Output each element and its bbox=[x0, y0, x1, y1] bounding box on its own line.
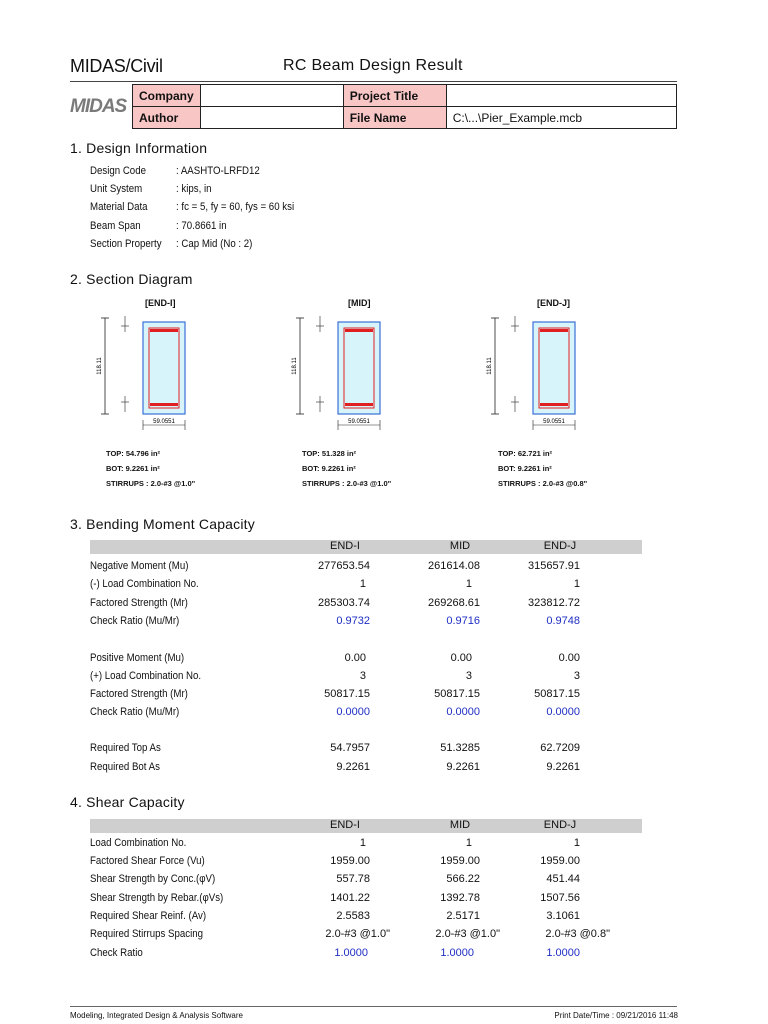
shear-title: 4. Shear Capacity bbox=[70, 794, 185, 810]
bending-cell: 50817.15 bbox=[534, 688, 580, 700]
svg-text:118.11: 118.11 bbox=[292, 357, 298, 375]
company-label: Company bbox=[133, 85, 201, 107]
bending-cell: 0.00 bbox=[558, 652, 580, 664]
shear-cell: 1.0000 bbox=[546, 947, 580, 959]
author-value bbox=[200, 107, 343, 129]
shear-col-end-i: END-I bbox=[330, 819, 360, 831]
material-data-value: : fc = 5, fy = 60, fys = 60 ksi bbox=[176, 201, 295, 213]
bending-cell: 1 bbox=[573, 578, 580, 590]
bending-row-label: (-) Load Combination No. bbox=[90, 578, 199, 590]
bending-cell: 0.9732 bbox=[336, 615, 370, 627]
bending-cell: 50817.15 bbox=[434, 688, 480, 700]
midas-logo: MIDAS bbox=[70, 95, 127, 117]
section-property-label: Section Property bbox=[90, 238, 162, 250]
footer-rule bbox=[70, 1006, 677, 1007]
shear-cell: 1507.56 bbox=[540, 892, 580, 904]
bending-cell: 261614.08 bbox=[428, 560, 480, 572]
section-end-j-top: TOP: 62.721 in² bbox=[498, 449, 553, 458]
section-mid-stirrups: STIRRUPS : 2.0-#3 @1.0" bbox=[302, 479, 392, 488]
unit-system-value: : kips, in bbox=[176, 183, 212, 195]
document-title: RC Beam Design Result bbox=[283, 57, 463, 74]
shear-col-mid: MID bbox=[449, 819, 471, 831]
section-end-j-label: [END-J] bbox=[537, 298, 570, 308]
bending-cell: 3 bbox=[359, 670, 366, 682]
shear-cell: 2.5583 bbox=[336, 910, 370, 922]
shear-cell: 1959.00 bbox=[440, 855, 480, 867]
footer-right: Print Date/Time : 09/21/2016 11:48 bbox=[554, 1011, 678, 1020]
unit-system-label: Unit System bbox=[90, 183, 143, 195]
bending-cell: 3 bbox=[573, 670, 580, 682]
beam-span-value: : 70.8661 in bbox=[176, 220, 227, 232]
shear-cell: 3.1061 bbox=[546, 910, 580, 922]
bending-col-end-i: END-I bbox=[330, 540, 360, 552]
bending-cell: 62.7209 bbox=[540, 742, 580, 754]
header-rule bbox=[70, 81, 677, 82]
bending-cell: 0.9748 bbox=[546, 615, 580, 627]
shear-cell: 557.78 bbox=[336, 873, 370, 885]
shear-cell: 1 bbox=[573, 837, 580, 849]
shear-row-label: Required Shear Reinf. (Av) bbox=[90, 910, 207, 922]
file-name-value: C:\...\Pier_Example.mcb bbox=[446, 107, 676, 129]
author-label: Author bbox=[133, 107, 201, 129]
shear-cell: 1959.00 bbox=[330, 855, 370, 867]
bending-cell: 9.2261 bbox=[336, 761, 370, 773]
section-end-j-diagram bbox=[485, 310, 595, 440]
section-end-i-label: [END-I] bbox=[145, 298, 176, 308]
section-mid-bot: BOT: 9.2261 in² bbox=[302, 464, 356, 473]
shear-cell: 1.0000 bbox=[440, 947, 474, 959]
bending-cell: 269268.61 bbox=[428, 597, 480, 609]
bending-row-label: Required Top As bbox=[90, 742, 161, 754]
shear-cell: 1392.78 bbox=[440, 892, 480, 904]
svg-text:118.11: 118.11 bbox=[97, 357, 103, 375]
section-mid-top: TOP: 51.328 in² bbox=[302, 449, 357, 458]
shear-row-label: Check Ratio bbox=[90, 947, 143, 959]
bending-cell: 277653.54 bbox=[318, 560, 370, 572]
bending-title: 3. Bending Moment Capacity bbox=[70, 516, 255, 532]
material-data-label: Material Data bbox=[90, 201, 148, 213]
shear-row-label: Required Stirrups Spacing bbox=[90, 928, 203, 940]
bending-row-label: Negative Moment (Mu) bbox=[90, 560, 189, 572]
beam-span-label: Beam Span bbox=[90, 220, 141, 232]
bending-cell: 0.00 bbox=[344, 652, 366, 664]
app-name: MIDAS/Civil bbox=[70, 56, 163, 76]
bending-col-end-j: END-J bbox=[543, 540, 577, 552]
bending-row-label: Factored Strength (Mr) bbox=[90, 688, 188, 700]
bending-cell: 323812.72 bbox=[528, 597, 580, 609]
shear-cell: 1 bbox=[359, 837, 366, 849]
bending-row-label: Check Ratio (Mu/Mr) bbox=[90, 706, 180, 718]
footer-left: Modeling, Integrated Design & Analysis Software bbox=[70, 1011, 243, 1020]
design-code-label: Design Code bbox=[90, 165, 146, 177]
bending-row-label: Required Bot As bbox=[90, 761, 160, 773]
shear-cell: 1 bbox=[465, 837, 472, 849]
section-end-j-bot: BOT: 9.2261 in² bbox=[498, 464, 552, 473]
section-end-i-diagram bbox=[95, 310, 205, 440]
bending-cell: 9.2261 bbox=[546, 761, 580, 773]
file-name-label: File Name bbox=[343, 107, 446, 129]
bending-row-label: Positive Moment (Mu) bbox=[90, 652, 185, 664]
company-value bbox=[200, 85, 343, 107]
svg-text:59.0551: 59.0551 bbox=[153, 419, 175, 425]
shear-cell: 451.44 bbox=[546, 873, 580, 885]
section-mid-diagram bbox=[290, 310, 400, 440]
bending-row-label: Factored Strength (Mr) bbox=[90, 597, 188, 609]
section-property-value: : Cap Mid (No : 2) bbox=[176, 238, 253, 250]
shear-cell: 2.0-#3 @1.0" bbox=[435, 928, 500, 940]
bending-row-label: Check Ratio (Mu/Mr) bbox=[90, 615, 180, 627]
bending-cell: 50817.15 bbox=[324, 688, 370, 700]
bending-cell: 0.0000 bbox=[546, 706, 580, 718]
section-end-i-top: TOP: 54.796 in² bbox=[106, 449, 161, 458]
section-mid-label: [MID] bbox=[348, 298, 371, 308]
shear-row-label: Load Combination No. bbox=[90, 837, 187, 849]
project-title-label: Project Title bbox=[343, 85, 446, 107]
shear-row-label: Factored Shear Force (Vu) bbox=[90, 855, 205, 867]
svg-text:118.11: 118.11 bbox=[487, 357, 493, 375]
bending-cell: 1 bbox=[359, 578, 366, 590]
section-diagram-title: 2. Section Diagram bbox=[70, 271, 193, 287]
bending-cell: 51.3285 bbox=[440, 742, 480, 754]
bending-cell: 0.00 bbox=[450, 652, 472, 664]
shear-cell: 1.0000 bbox=[334, 947, 368, 959]
svg-text:59.0551: 59.0551 bbox=[348, 419, 370, 425]
shear-cell: 2.5171 bbox=[446, 910, 480, 922]
design-code-value: : AASHTO-LRFD12 bbox=[176, 165, 260, 177]
shear-cell: 2.0-#3 @1.0" bbox=[325, 928, 390, 940]
bending-cell: 9.2261 bbox=[446, 761, 480, 773]
shear-cell: 566.22 bbox=[446, 873, 480, 885]
project-title-value bbox=[446, 85, 676, 107]
shear-cell: 2.0-#3 @0.8" bbox=[545, 928, 610, 940]
bending-row-label: (+) Load Combination No. bbox=[90, 670, 202, 682]
bending-col-mid: MID bbox=[449, 540, 471, 552]
shear-row-label: Shear Strength by Rebar.(φVs) bbox=[90, 892, 224, 904]
bending-cell: 3 bbox=[465, 670, 472, 682]
shear-cell: 1401.22 bbox=[330, 892, 370, 904]
bending-cell: 0.0000 bbox=[336, 706, 370, 718]
bending-cell: 0.0000 bbox=[446, 706, 480, 718]
shear-col-end-j: END-J bbox=[543, 819, 577, 831]
header-table bbox=[70, 84, 677, 129]
bending-cell: 315657.91 bbox=[528, 560, 580, 572]
bending-cell: 1 bbox=[465, 578, 472, 590]
bending-cell: 54.7957 bbox=[330, 742, 370, 754]
section-end-i-bot: BOT: 9.2261 in² bbox=[106, 464, 160, 473]
svg-text:59.0551: 59.0551 bbox=[543, 419, 565, 425]
section-end-i-stirrups: STIRRUPS : 2.0-#3 @1.0" bbox=[106, 479, 196, 488]
shear-row-label: Shear Strength by Conc.(φV) bbox=[90, 873, 216, 885]
section-end-j-stirrups: STIRRUPS : 2.0-#3 @0.8" bbox=[498, 479, 588, 488]
design-info-title: 1. Design Information bbox=[70, 140, 208, 156]
shear-cell: 1959.00 bbox=[540, 855, 580, 867]
bending-cell: 285303.74 bbox=[318, 597, 370, 609]
bending-cell: 0.9716 bbox=[446, 615, 480, 627]
